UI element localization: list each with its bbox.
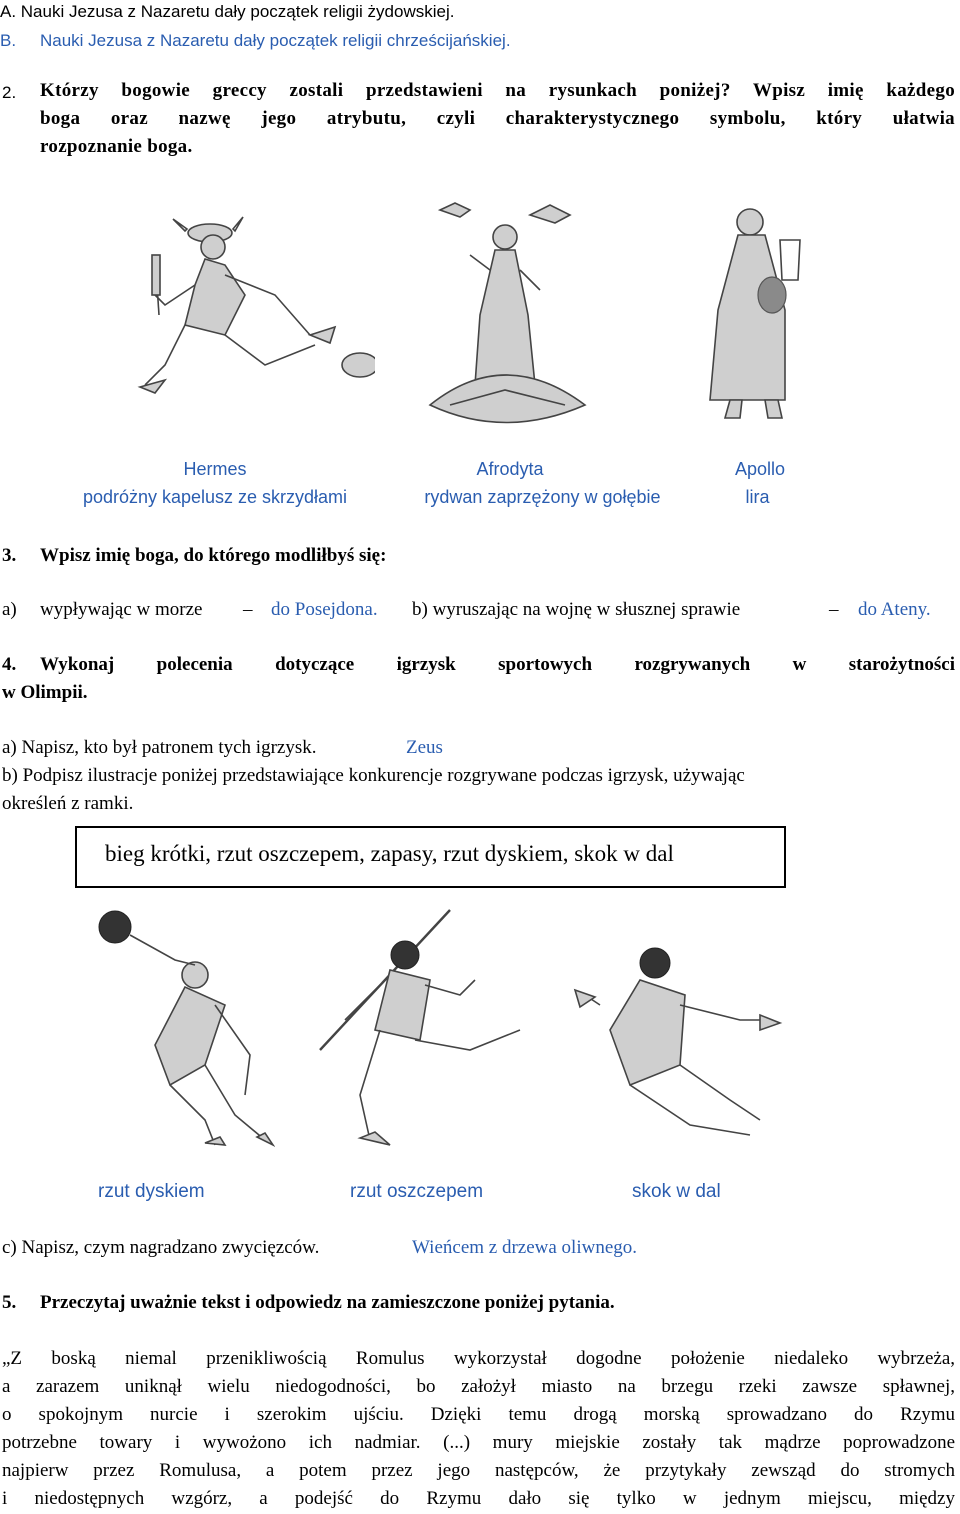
q4-title-line1: Wykonaj polecenia dotyczące igrzysk sportowych rozgrywanych w starożytności xyxy=(40,654,955,675)
q3-b-answer: do Ateny. xyxy=(858,599,931,620)
q3-a-text: wypływając w morze xyxy=(40,599,203,620)
q4-c-answer: Wieńcem z drzewa oliwnego. xyxy=(412,1237,638,1258)
god-attribute-afrodyta: rydwan zaprzężony w gołębie xyxy=(424,487,661,507)
god-name-afrodyta: Afrodyta xyxy=(476,459,544,479)
q5-text-line-6: i niedostępnych wzgórz, a podejść do Rzymu dało się tylko w jednym miejscu, między xyxy=(2,1488,955,1509)
q5-number: 5. xyxy=(2,1292,17,1313)
q2-number: 2. xyxy=(2,83,17,102)
q3-number: 3. xyxy=(2,545,17,566)
long-jumper-illustration xyxy=(570,935,785,1150)
q3-b-dash: – xyxy=(829,599,839,620)
q3-a-label: a) xyxy=(2,599,17,620)
answer-option-b: Nauki Jezusa z Nazaretu dały początek religii chrześcijańskiej. xyxy=(40,31,511,50)
q3-a-dash: – xyxy=(243,599,253,620)
discus-thrower-illustration xyxy=(75,905,275,1150)
q5-title: Przeczytaj uważnie tekst i odpowiedz na zamieszczone poniżej pytania. xyxy=(40,1292,615,1313)
q5-text-line-1: „Z boską niemal przenikliwością Romulus wykorzystał dogodne położenie niedaleko wybrzeża, xyxy=(2,1348,955,1369)
aphrodite-illustration xyxy=(410,195,610,435)
god-attribute-apollo: lira xyxy=(745,487,770,507)
q5-text-line-4: potrzebne towary i wywożono ich nadmiar. (...) mury miejskie zostały tak mądrze poprowadzone xyxy=(2,1432,955,1453)
q4-a-answer: Zeus xyxy=(406,737,443,758)
caption-long-jump: skok w dal xyxy=(632,1181,721,1202)
god-attribute-hermes: podróżny kapelusz ze skrzydłami xyxy=(82,487,348,507)
q5-text-line-5: najpierw przez Romulusa, a potem przez jego następców, że przytykały zewsząd do stromych xyxy=(2,1460,955,1481)
word-box-text: bieg krótki, rzut oszczepem, zapasy, rzut dyskiem, skok w dal xyxy=(105,841,674,866)
word-box xyxy=(75,826,786,888)
q5-text-line-2: a zarazem uniknął wielu niedogodności, bo założył miasto na brzegu rzeki zawsze spławnej, xyxy=(2,1376,955,1397)
apollo-illustration xyxy=(690,200,830,425)
q2-line2: boga oraz nazwę jego atrybutu, czyli charakterystycznego symbolu, który ułatwia xyxy=(40,108,955,129)
god-name-hermes: Hermes xyxy=(183,459,247,479)
q2-line1: Którzy bogowie greccy zostali przedstawieni na rysunkach poniżej? Wpisz imię każdego xyxy=(40,80,955,101)
q3-b-text: b) wyruszając na wojnę w słusznej sprawie xyxy=(412,599,741,620)
javelin-thrower-illustration xyxy=(300,900,540,1155)
answer-option-b-label: B. xyxy=(0,31,17,50)
god-name-apollo: Apollo xyxy=(734,459,786,479)
q4-b-line2: określeń z ramki. xyxy=(2,793,134,814)
q2-line3: rozpoznanie boga. xyxy=(40,136,193,157)
q4-a-text: a) Napisz, kto był patronem tych igrzysk. xyxy=(2,737,317,758)
q4-c-text: c) Napisz, czym nagradzano zwycięzców. xyxy=(2,1237,320,1258)
q4-number: 4. xyxy=(2,654,17,675)
caption-discus: rzut dyskiem xyxy=(98,1181,205,1202)
hermes-illustration xyxy=(125,215,375,395)
q3-a-answer: do Posejdona. xyxy=(271,599,378,620)
caption-javelin: rzut oszczepem xyxy=(350,1181,484,1202)
q5-text-line-3: o spokojnym nurcie i szerokim ujściu. Dzięki temu drogą morską sprowadzano do Rzymu xyxy=(2,1404,955,1425)
q4-b-line1: b) Podpisz ilustracje poniżej przedstawiające konkurencje rozgrywane podczas igrzysk, używając xyxy=(2,765,745,786)
q3-title: Wpisz imię boga, do którego modliłbyś się: xyxy=(40,545,387,566)
answer-option-a: A. Nauki Jezusa z Nazaretu dały początek religii żydowskiej. xyxy=(0,2,455,21)
q4-title-line2: w Olimpii. xyxy=(2,682,88,703)
